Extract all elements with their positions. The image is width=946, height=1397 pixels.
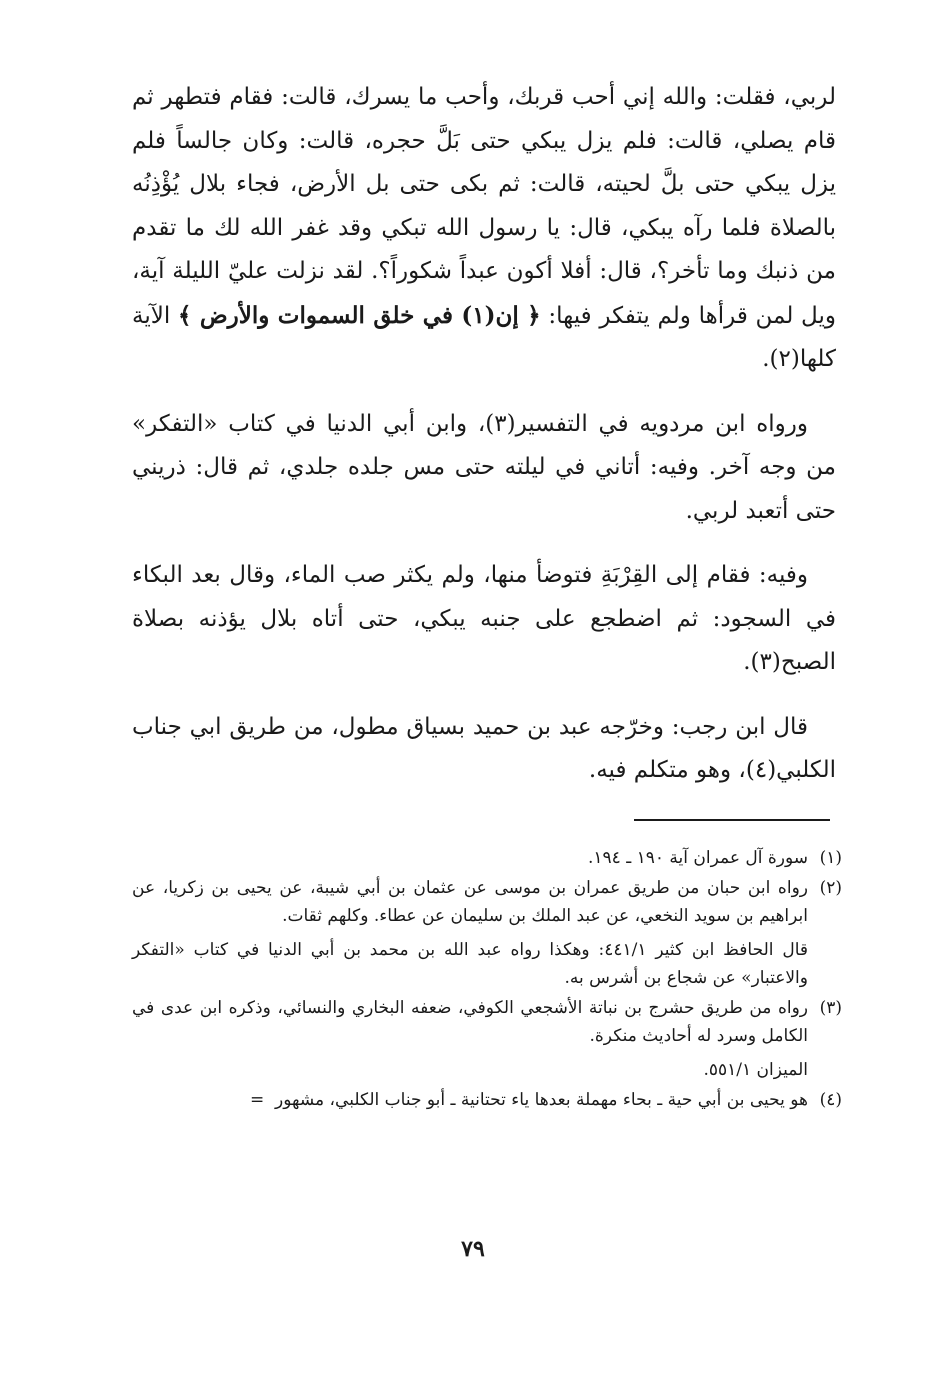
quran-verse: ﴿ إن(١) في خلق السموات والأرض ﴾: [177, 301, 541, 329]
footnote-text: رواه ابن حبان من طريق عمران بن موسى عن عثمان بن أبي شيبة، عن يحيى بن زكريا، عن ابراهيم بن سويد النخعي، عن عبد الملك بن سليمان عن عطاء. وكلهم ثقات.: [132, 878, 808, 926]
footnote-1: [132, 844, 842, 872]
footnote-3-note: الميزان ٥٥١/١.: [703, 1060, 808, 1080]
footnote-number: (٢): [819, 878, 842, 898]
footnote-text: سورة آل عمران آية ١٩٠ ـ ١٩٤.: [588, 848, 808, 868]
footnote-number: (٣): [819, 998, 842, 1018]
footnote-2: [132, 874, 842, 930]
footnote-2-note: قال الحافظ ابن كثير ٤٤١/١: وهكذا رواه عبد الله بن محمد بن أبي الدنيا في كتاب «التفكر والاعتبار» عن شجاع بن أشرس به.: [132, 940, 808, 988]
footnote-3: [132, 994, 842, 1050]
footnote-text: هو يحيى بن أبي حية ـ بحاء مهملة بعدها ياء تحتانية ـ أبو جناب الكلبي، مشهور: [275, 1090, 808, 1110]
continuation-mark: =: [250, 1090, 265, 1110]
footnote-number: (١): [819, 848, 842, 868]
footnote-number: (٤): [819, 1090, 842, 1110]
paragraph-1-end: الآية كلها(٢).: [132, 302, 836, 372]
page-number: ٧٩: [461, 1236, 485, 1262]
main-text: [132, 76, 836, 814]
footnotes: [132, 844, 842, 1116]
paragraph-3: وفيه: فقام إلى القِرْبَةِ فتوضأ منها، ولم يكثر صب الماء، وقال بعد البكاء في السجود: ثم اضطجع على جنبه يبكي، حتى أتاه بلال يؤذنه بصلاة الصبح(٣).: [132, 562, 836, 675]
paragraph-4: قال ابن رجب: وخرّجه عبد بن حميد بسياق مطول، من طريق ابي جناب الكلبي(٤)، وهو متكلم فيه.: [132, 713, 836, 783]
paragraph-1-text: لربي، فقلت: والله إني أحب قربك، وأحب ما يسرك، قالت: فقام فتطهر ثم قام يصلي، قالت: فلم يزل يبكي حتى بَلَّ حجره، قالت: وكان جالساً فلم يزل يبكي حتى بلَّ لحيته، قالت: ثم بكى حتى بل الأرض، فجاء بلال يُؤْذِنُه بالصلاة فلما رآه يبكي، قال: يا رسول الله تبكي وقد غفر الله لك ما تقدم من ذنبك وما تأخر؟، قال: أفلا أكون عبداً شكوراً؟. لقد نزلت عليّ الليلة آية، ويل لمن قرأها ولم يتفكر فيها:: [132, 84, 836, 329]
paragraph-1: [132, 76, 836, 382]
footnote-4: [132, 1086, 842, 1114]
paragraph-2: ورواه ابن مردويه في التفسير(٣)، وابن أبي الدنيا في كتاب «التفكر» من وجه آخر. وفيه: أتاني في ليلته حتى مس جلده جلدي، ثم قال: ذريني حتى أتعبد لربي.: [132, 410, 836, 524]
footnote-text: رواه من طريق حشرج بن نباتة الأشجعي الكوفي، ضعفه البخاري والنسائي، وذكره ابن عدى في الكامل وسرد له أحاديث منكرة.: [132, 998, 808, 1046]
footnote-divider: [634, 819, 830, 821]
